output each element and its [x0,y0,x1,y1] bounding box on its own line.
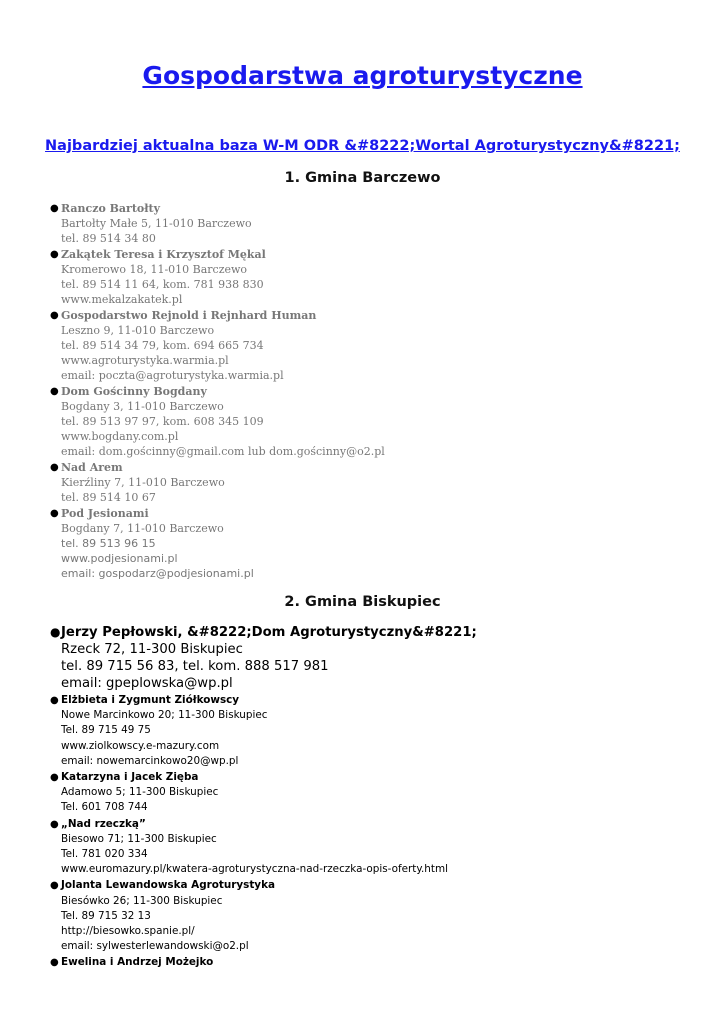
page-title [0,54,725,92]
entry-name: Dom Gościnny Bogdany [61,385,207,398]
entry-line: Leszno 9, 11-010 Barczewo [61,324,215,337]
entry-line: email: nowemarcinkowo20@wp.pl [61,754,239,767]
entry-name: Pod Jesionami [61,507,149,520]
barczewo-list [0,201,385,582]
bullet-icon: ● [50,249,59,260]
entry-line: email: poczta@agroturystyka.warmia.pl [61,369,284,382]
entry-line: Kierźliny 7, 11-010 Barczewo [61,476,225,489]
bullet-icon: ● [50,880,59,892]
entry-line: Tel. 89 715 49 75 [61,724,151,737]
entry-line: Rzeck 72, 11-300 Biskupiec [61,642,243,657]
entry-line: www.euromazury.pl/kwatera-agroturystyczna-nad-rzeczka-opis-oferty.html [61,863,448,876]
entry-line: http://biesowko.spanie.pl/ [61,925,195,938]
list-item [0,308,385,383]
entry-line: Kromerowo 18, 11-010 Barczewo [61,263,248,276]
subtitle-link[interactable]: Najbardziej aktualna baza W-M ODR &#8222;Wortal Agroturystyczny&#8221; [45,138,680,154]
entry-line: tel. 89 514 11 64, kom. 781 938 830 [61,278,264,291]
list-item [0,878,448,954]
entry-line: Tel. 89 715 32 13 [61,909,151,922]
bullet-icon: ● [50,625,61,639]
section-heading-biskupiec: 2. Gmina Biskupiec [284,594,441,610]
biskupiec-list [0,693,448,972]
list-item [0,624,477,692]
entry-line: email: sylwesterlewandowski@o2.pl [61,940,249,953]
list-item [0,955,448,970]
list-item [0,247,385,307]
entry-line: Nowe Marcinkowo 20; 11-300 Biskupiec [61,709,268,722]
list-item [0,384,385,459]
entry-line: tel. 89 715 56 83, tel. kom. 888 517 981 [61,659,329,674]
entry-line: email: gpeplowska@wp.pl [61,676,233,691]
list-item [0,201,385,246]
entry-name: Ranczo Bartołty [61,202,160,215]
entry-line: tel. 89 513 97 97, kom. 608 345 109 [61,415,264,428]
entry-line: Biesowo 71; 11-300 Biskupiec [61,832,217,845]
bullet-icon: ● [50,203,59,214]
entry-line: www.mekalzakatek.pl [61,293,183,306]
entry-line: email: dom.gościnny@gmail.com lub dom.gościnny@o2.pl [61,445,385,458]
bullet-icon: ● [50,508,59,519]
entry-line: Biesówko 26; 11-300 Biskupiec [61,894,223,907]
list-item [0,506,385,581]
entry-line: Bogdany 3, 11-010 Barczewo [61,400,224,413]
list-item [0,817,448,878]
bullet-icon: ● [50,695,59,706]
page-title-link[interactable]: Gospodarstwa agroturystyczne [142,61,583,90]
bullet-icon: ● [50,462,59,473]
list-item [0,460,385,505]
entry-name: „Nad rzeczką” [61,817,146,830]
bullet-icon: ● [50,772,59,784]
entry-line: Bogdany 7, 11-010 Barczewo [61,522,224,535]
entry-line: www.podjesionami.pl [61,552,178,565]
section-heading-barczewo: 1. Gmina Barczewo [284,170,441,186]
entry-line: www.agroturystyka.warmia.pl [61,354,229,367]
bullet-icon: ● [50,818,59,830]
entry-line: tel. 89 514 10 67 [61,491,156,504]
entry-name: Jolanta Lewandowska Agroturystyka [61,879,275,892]
bullet-icon: ● [50,310,59,321]
entry-line: Tel. 601 708 744 [61,801,148,814]
entry-line: tel. 89 513 96 15 [61,537,156,550]
entry-line: Bartołty Małe 5, 11-010 Barczewo [61,217,252,230]
entry-line: Adamowo 5; 11-300 Biskupiec [61,786,219,799]
biskupiec-first-list [0,624,477,692]
entry-line: www.ziolkowscy.e-mazury.com [61,739,220,752]
entry-name: Jerzy Pepłowski, &#8222;Dom Agroturystyczny&#8221; [61,625,477,640]
entry-line: Tel. 781 020 334 [61,848,148,861]
entry-name: Katarzyna i Jacek Zięba [61,771,199,784]
bullet-icon: ● [50,386,59,397]
entry-name: Ewelina i Andrzej Możejko [61,956,214,969]
list-item [0,770,448,816]
entry-line: tel. 89 514 34 80 [61,232,156,245]
entry-line: email: gospodarz@podjesionami.pl [61,567,254,580]
entry-line: www.bogdany.com.pl [61,430,179,443]
entry-name: Zakątek Teresa i Krzysztof Mękal [61,248,266,261]
entry-name: Nad Arem [61,461,123,474]
subtitle [0,135,725,154]
entry-name: Elżbieta i Zygmunt Ziółkowscy [61,694,240,706]
list-item [0,693,448,769]
entry-line: tel. 89 514 34 79, kom. 694 665 734 [61,339,264,352]
bullet-icon: ● [50,957,59,969]
entry-name: Gospodarstwo Rejnold i Rejnhard Human [61,309,317,322]
